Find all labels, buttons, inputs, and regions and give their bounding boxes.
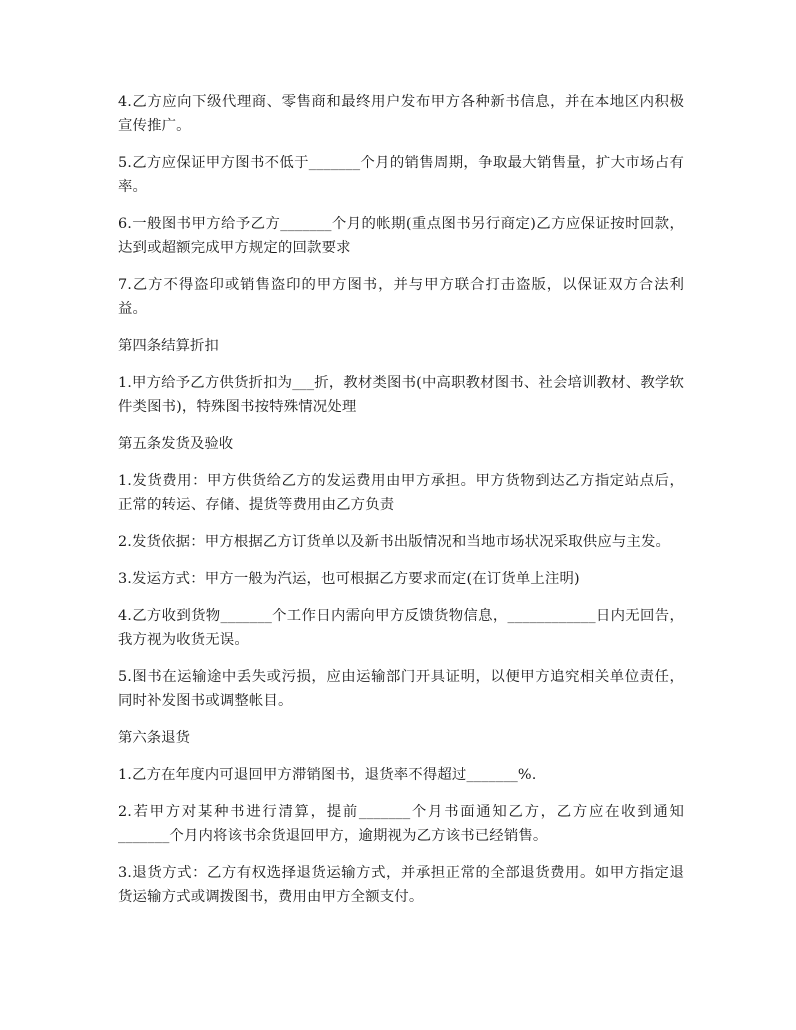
clause-item: 3.发运方式：甲方一般为汽运，也可根据乙方要求而定(在订货单上注明) xyxy=(118,571,580,587)
clause-item: 1.乙方在年度内可退回甲方滞销图书，退货率不得超过_______%. xyxy=(118,767,537,783)
section-heading: 第五条发货及验收 xyxy=(118,436,234,452)
clause-item: 5.乙方应保证甲方图书不低于_______个月的销售周期，争取最大销售量，扩大市场占有率。 xyxy=(118,155,684,195)
clause-item: 6.一般图书甲方给予乙方_______个月的帐期(重点图书另行商定)乙方应保证按时回款，达到或超额完成甲方规定的回款要求 xyxy=(118,216,684,256)
clause-item: 3.退货方式：乙方有权选择退货运输方式，并承担正常的全部退货费用。如甲方指定退货运输方式或调拨图书，费用由甲方全额支付。 xyxy=(118,865,684,905)
clause-item: 2.若甲方对某种书进行清算，提前_______个月书面通知乙方，乙方应在收到通知_______个月内将该书余货退回甲方，逾期视为乙方该书已经销售。 xyxy=(118,804,684,844)
clause-item: 7.乙方不得盗印或销售盗印的甲方图书，并与甲方联合打击盗版，以保证双方合法利益。 xyxy=(118,277,684,317)
clause-item: 4.乙方应向下级代理商、零售商和最终用户发布甲方各种新书信息，并在本地区内积极宣传推广。 xyxy=(118,94,684,134)
clause-item: 1.甲方给予乙方供货折扣为___折，教材类图书(中高职教材图书、社会培训教材、教学软件类图书)，特殊图书按特殊情况处理 xyxy=(118,375,684,415)
clause-item: 4.乙方收到货物_______个工作日内需向甲方反馈货物信息，____________日内无回告，我方视为收货无误。 xyxy=(118,608,684,648)
clause-item: 2.发货依据：甲方根据乙方订货单以及新书出版情况和当地市场状况采取供应与主发。 xyxy=(118,534,671,550)
clause-item: 5.图书在运输途中丢失或污损，应由运输部门开具证明，以便甲方追究相关单位责任，同时补发图书或调整帐目。 xyxy=(118,669,684,709)
section-heading: 第六条退货 xyxy=(118,730,190,746)
section-heading: 第四条结算折扣 xyxy=(118,338,219,354)
document-page xyxy=(118,90,684,922)
clause-item: 1.发货费用：甲方供货给乙方的发运费用由甲方承担。甲方货物到达乙方指定站点后，正常的转运、存储、提货等费用由乙方负责 xyxy=(118,473,684,513)
